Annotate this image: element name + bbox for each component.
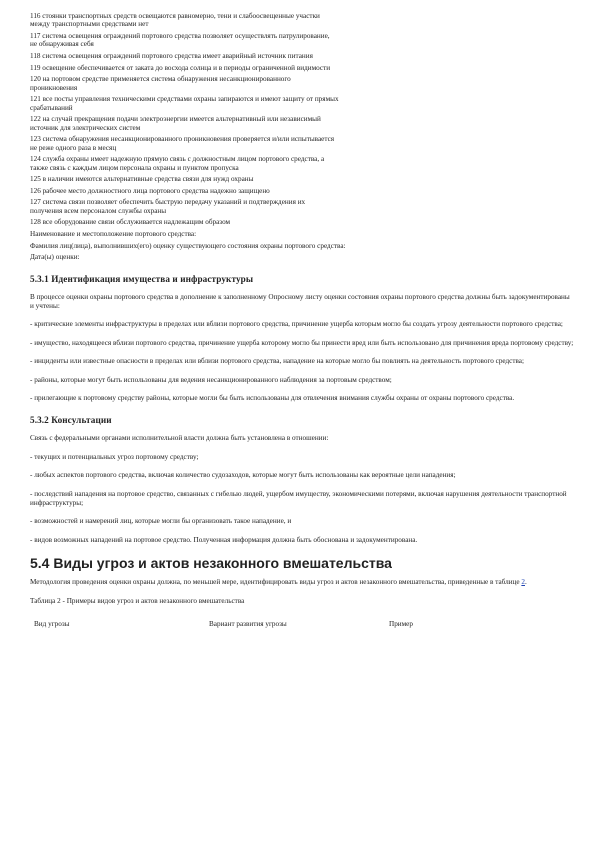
checklist-item: 117 система освещения ограждений портового средства позволяет осуществлять патрулирование, не обнаруживая себя [30, 32, 330, 49]
facility-name-line: Наименование и местоположение портового средства: [30, 229, 197, 238]
checklist-item: 127 система связи позволяет обеспечить быструю передачу указаний и подтверждения их получения всем персоналом службы охраны [30, 198, 306, 215]
checklist-item: 119 освещение обеспечивается от заката до восхода солнца и в периоды ограниченной видимости [30, 63, 331, 72]
paragraph: - возможностей и намерений лиц, которые могли бы организовать такое нападение, и [30, 517, 292, 526]
section-54-heading: 5.4 Виды угроз и актов незаконного вмешательства [30, 554, 392, 571]
checklist-item: 126 рабочее место должностного лица портового средства надежно защищено [30, 186, 270, 195]
column-header-threat-type: Вид угрозы [34, 619, 70, 628]
section-531-heading: 5.3.1 Идентификация имущества и инфраструктуры [30, 273, 254, 284]
checklist-item: 118 система освещения ограждений портового средства имеет аварийный источник питания [30, 52, 313, 60]
checklist-item: 125 в наличии имеются альтернативные средства связи для нужд охраны [30, 175, 254, 184]
checklist-item: 120 на портовом средстве применяется система обнаружения несанкционированного проникновения [30, 75, 291, 92]
table-2-link[interactable]: 2 [521, 577, 525, 586]
column-header-threat-variant: Вариант развития угрозы [209, 619, 287, 628]
section-54-intro: Методология проведения оценки охраны должна, по меньшей мере, идентифицировать виды угроз и актов незаконного вмешательства, приведенные в таблице 2. [30, 577, 527, 586]
paragraph: Связь с федеральными органами исполнительной власти должна быть установлена в отношении: [30, 434, 329, 443]
paragraph: - текущих и потенциальных угроз портовому средству; [30, 452, 199, 461]
checklist-item: 128 все оборудование связи обслуживается надлежащим образом [30, 218, 231, 227]
assessment-date-line: Дата(ы) оценки: [30, 253, 80, 262]
table-header-row [30, 620, 575, 629]
paragraph: - видов возможных нападений на портовое средство. Полученная информация должна быть обоснована и задокументирована. [30, 535, 418, 544]
paragraph: - инциденты или известные опасности в пределах или вблизи портового средства, нападение на которые могло бы повлиять на деятельность портового средства; [30, 357, 524, 366]
column-header-example: Пример [389, 619, 413, 628]
assessment-meta [30, 230, 575, 262]
checklist-item: 123 система обнаружения несанкционированного проникновения проверяется и/или испытывается не реже одного раза в месяц [30, 135, 335, 152]
checklist-item: 124 служба охраны имеет надежную прямую связь с должностным лицом портового средства, а также связь с каждым лицом персонала охраны и пунктом пропуска [30, 155, 325, 172]
paragraph: - районы, которые могут быть использованы для ведения несанкционированного наблюдения за портовым средством; [30, 375, 392, 384]
table-caption: Таблица 2 - Примеры видов угроз и актов незаконного вмешательства [30, 596, 245, 605]
paragraph: - прилегающие к портовому средству районы, которые могли бы быть использованы для отвлечения внимания службы охраны от охраны портового средства. [30, 394, 515, 403]
checklist-item: 122 на случай прекращения подачи электроэнергии имеется альтернативный или независимый источник для электрических систем [30, 115, 321, 132]
document-page [30, 12, 575, 629]
assessors-line: Фамилия лиц(лица), выполнивших(его) оценку существующего состояния охраны портового средства: [30, 241, 346, 250]
paragraph: - имущество, находящееся вблизи портового средства, причинение ущерба которому могло бы принести вред или быть использовано для причинения вреда портовому средству; [30, 338, 574, 347]
section-532-heading: 5.3.2 Консультации [30, 415, 112, 426]
paragraph: В процессе оценки охраны портового средства в дополнение к заполненному Опросному листу оценки состояния охраны портового средства должны быть задокументированы и учтены: [30, 292, 570, 310]
checklist-item: 116 стоянки транспортных средств освещаются равномерно, тени и слабоосвещенные участки между транспортными средствами нет [30, 12, 320, 29]
paragraph: - критические элементы инфраструктуры в пределах или вблизи портового средства, причинение ущерба которым могло бы создать угрозу деятельности портового средства; [30, 320, 563, 329]
checklist [30, 12, 575, 227]
paragraph: - любых аспектов портового средства, включая количество судозаходов, которые могут быть использованы как вероятные цели нападения; [30, 471, 456, 480]
checklist-item: 121 все посты управления техническими средствами охраны запираются и имеют защиту от прямых срабатываний [30, 95, 339, 112]
paragraph: - последствий нападения на портовое средство, связанных с гибелью людей, ущербом имуществу, экономическими потерями, включая нарушения деятельности транспортной инфраструктуры; [30, 489, 567, 507]
